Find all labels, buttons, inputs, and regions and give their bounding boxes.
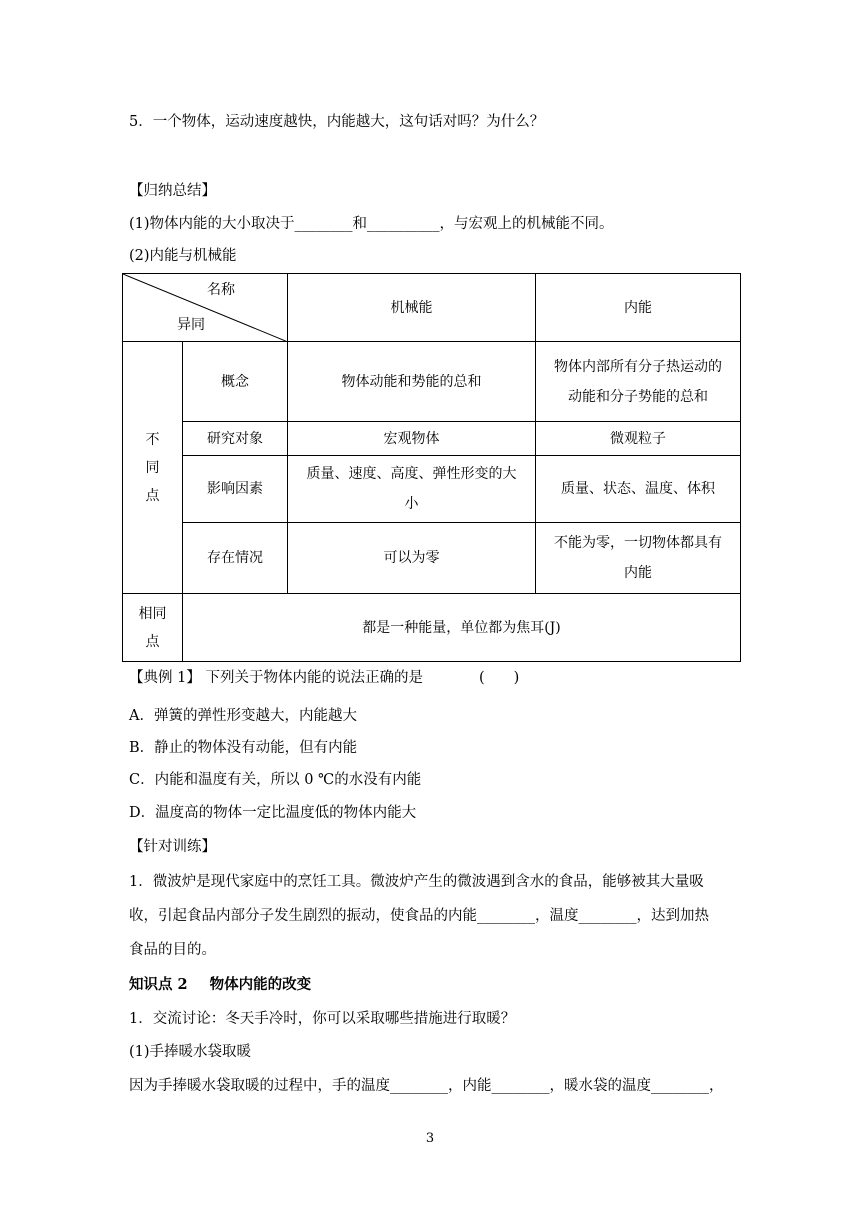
table-corner-header xyxy=(123,274,288,342)
question-5: 5．一个物体，运动速度越快，内能越大，这句话对吗？为什么？ xyxy=(129,114,545,130)
option-a: A．弹簧的弹性形变越大，内能越大 xyxy=(129,708,357,724)
cell-factors-internal: 质量、状态、温度、体积 xyxy=(536,456,741,523)
discussion-item-1: (1)手捧暖水袋取暖 xyxy=(129,1044,252,1060)
group-label-differences: 不 同 点 xyxy=(123,342,183,594)
cell-similarities: 都是一种能量，单位都为焦耳(J) xyxy=(183,594,741,662)
corner-label-name: 名称 xyxy=(207,282,235,298)
cell-concept-mechanical: 物体动能和势能的总和 xyxy=(288,342,536,422)
option-b: B．静止的物体没有动能，但有内能 xyxy=(129,740,358,756)
summary-item-2: (2)内能与机械能 xyxy=(129,248,237,264)
cell-existence-mechanical: 可以为零 xyxy=(288,523,536,594)
discussion-question: 1．交流讨论：冬天手冷时，你可以采取哪些措施进行取暖？ xyxy=(129,1011,516,1027)
page-number: 3 xyxy=(425,1131,435,1146)
discussion-item-1-text: 因为手捧暖水袋取暖的过程中，手的温度________，内能________，暖水袋的温度________， xyxy=(129,1078,724,1094)
group-label-similarities: 相同 点 xyxy=(123,594,183,662)
option-d: D．温度高的物体一定比温度低的物体内能大 xyxy=(129,805,417,821)
example-1-question: 【典例 1】 下列关于物体内能的说法正确的是 ( ) xyxy=(129,670,520,686)
option-c: C．内能和温度有关，所以 0 ℃的水没有内能 xyxy=(129,772,422,788)
header-mechanical-energy: 机械能 xyxy=(288,274,536,342)
cell-object-internal: 微观粒子 xyxy=(536,422,741,456)
comparison-table xyxy=(122,273,741,662)
training-q1-line1: 1．微波炉是现代家庭中的烹饪工具。微波炉产生的微波遇到含水的食品，能够被其大量吸 xyxy=(129,874,704,890)
cell-factors-mechanical: 质量、速度、高度、弹性形变的大 小 xyxy=(288,456,536,523)
training-q1-line2: 收，引起食品内部分子发生剧烈的振动，使食品的内能________，温度________，达到加热 xyxy=(129,908,709,924)
cell-object-mechanical: 宏观物体 xyxy=(288,422,536,456)
header-internal-energy: 内能 xyxy=(536,274,741,342)
row-label-factors: 影响因素 xyxy=(183,456,288,523)
diagonal-line xyxy=(123,274,288,342)
section-heading-training: 【针对训练】 xyxy=(129,839,216,855)
training-q1-line3: 食品的目的。 xyxy=(129,942,216,958)
summary-item-1: (1)物体内能的大小取决于________和__________，与宏观上的机械能不同。 xyxy=(129,216,614,232)
cell-existence-internal: 不能为零，一切物体都具有 内能 xyxy=(536,523,741,594)
cell-concept-internal: 物体内部所有分子热运动的 动能和分子势能的总和 xyxy=(536,342,741,422)
knowledge-point-2-heading: 知识点 2 物体内能的改变 xyxy=(129,976,312,993)
row-label-research-object: 研究对象 xyxy=(183,422,288,456)
corner-label-compare: 异同 xyxy=(177,317,205,333)
section-heading-summary: 【归纳总结】 xyxy=(129,183,216,199)
row-label-existence: 存在情况 xyxy=(183,523,288,594)
row-label-concept: 概念 xyxy=(183,342,288,422)
